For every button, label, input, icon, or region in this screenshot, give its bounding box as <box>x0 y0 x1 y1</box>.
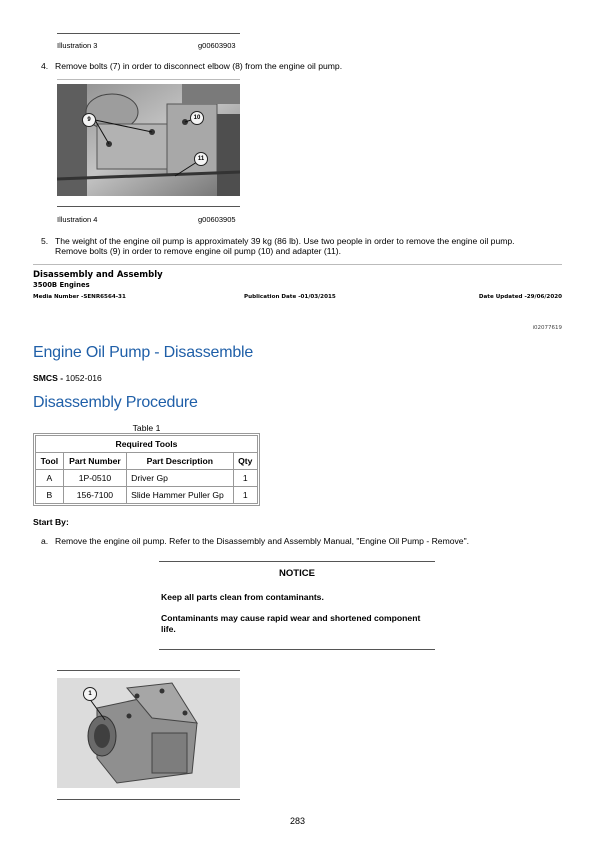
divider <box>57 79 240 80</box>
step-text: Remove bolts (7) in order to disconnect elbow (8) from the engine oil pump. <box>55 61 343 71</box>
notice-title: NOTICE <box>279 568 315 579</box>
table-cell: 1 <box>233 487 257 504</box>
divider <box>57 206 240 207</box>
smcs-value: 1052-016 <box>65 373 102 383</box>
table-row <box>36 470 258 487</box>
start-by-label: Start By: <box>33 517 69 527</box>
column-header: Part Description <box>127 453 233 470</box>
smcs-line <box>33 373 102 383</box>
callout-1: 1 <box>83 687 97 701</box>
page-number: 283 <box>289 816 306 826</box>
date-updated: Date Updated -29/06/2020 <box>478 294 562 300</box>
procedure-title: Disassembly Procedure <box>33 394 198 411</box>
illustration-label: Illustration 3 <box>57 41 98 50</box>
step-text-line1: The weight of the engine oil pump is approximately 39 kg (86 lb). Use two people in order to remove the engine oil pump. <box>55 236 515 246</box>
start-by-text: Remove the engine oil pump. Refer to the Disassembly and Assembly Manual, "Engine Oil Pump - Remove". <box>55 536 470 546</box>
column-header: Part Number <box>63 453 126 470</box>
callout-9: 9 <box>82 113 96 127</box>
notice-top-rule <box>159 561 435 562</box>
section-title: Engine Oil Pump - Disassemble <box>33 344 254 361</box>
manual-subtitle: 3500B Engines <box>33 281 90 289</box>
document-id: i02077619 <box>532 325 562 331</box>
illustration-code: g00603903 <box>198 41 236 50</box>
divider <box>57 670 240 671</box>
required-tools-table <box>33 433 260 506</box>
illustration-code: g00603905 <box>198 215 236 224</box>
step-number: 4. <box>41 61 49 71</box>
table-title: Required Tools <box>36 436 258 453</box>
divider <box>57 33 240 34</box>
table-cell: Driver Gp <box>127 470 233 487</box>
callout-11: 11 <box>194 152 208 166</box>
manual-title: Disassembly and Assembly <box>33 270 163 280</box>
step-text-line2: Remove bolts (9) in order to remove engine oil pump (10) and adapter (11). <box>55 246 341 256</box>
column-header: Qty <box>233 453 257 470</box>
illustration-label: Illustration 4 <box>57 215 98 224</box>
engine-photo-graphic <box>57 84 240 196</box>
table-cell: 156-7100 <box>63 487 126 504</box>
notice-bottom-rule <box>159 649 435 650</box>
table-cell: A <box>36 470 64 487</box>
smcs-label: SMCS - <box>33 373 64 383</box>
notice-line1: Keep all parts clean from contaminants. <box>161 592 324 602</box>
table-caption: Table 1 <box>132 423 161 433</box>
table-cell: 1P-0510 <box>63 470 126 487</box>
step-number: a. <box>41 536 49 546</box>
header-divider <box>33 264 562 265</box>
table-cell: Slide Hammer Puller Gp <box>127 487 233 504</box>
publication-date: Publication Date -01/03/2015 <box>244 294 336 300</box>
notice-line2: Contaminants may cause rapid wear and shortened component life. <box>161 613 421 634</box>
column-header: Tool <box>36 453 64 470</box>
table-cell: 1 <box>233 470 257 487</box>
table-cell: B <box>36 487 64 504</box>
divider <box>57 799 240 800</box>
engine-oil-pump-photo <box>57 84 240 196</box>
table-row <box>36 487 258 504</box>
oil-pump-photo <box>57 678 240 788</box>
callout-10: 10 <box>190 111 204 125</box>
media-number: Media Number -SENR6564-31 <box>33 294 126 300</box>
step-number: 5. <box>41 236 49 246</box>
